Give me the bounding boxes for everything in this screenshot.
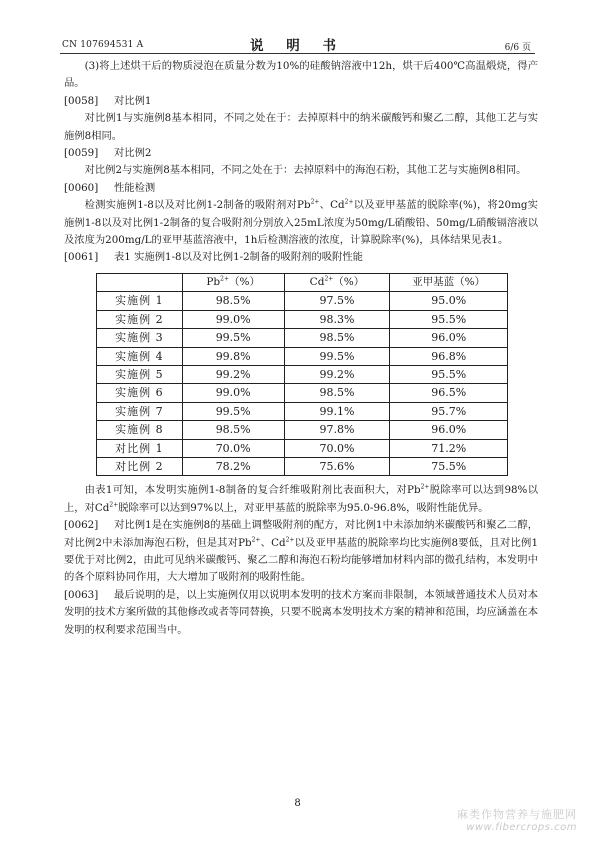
watermark-url: www.fibercrops.com [466, 822, 577, 833]
table-header-row [97, 273, 508, 291]
cd-value: 98.5% [284, 384, 390, 402]
pb-value: 99.5% [182, 329, 284, 347]
row-label: 实施例 1 [97, 292, 183, 310]
text-segment: 、Cd [260, 536, 286, 549]
paragraph-table-summary [64, 482, 538, 517]
cd-value: 70.0% [284, 439, 390, 457]
pb-value: 98.5% [182, 421, 284, 439]
text-segment: 脱除率可以达到98%以上，对Cd [64, 484, 539, 514]
pb-value: 99.0% [182, 310, 284, 328]
superscript: 2+ [310, 198, 320, 206]
row-label: 对比例 1 [97, 439, 183, 457]
paragraph-0059-body: 对比例2与实施例8基本相同，不同之处在于：去掉原料中的海泡石粉，其他工艺与实施例8相同。 [84, 164, 527, 177]
cd-value: 98.3% [284, 310, 390, 328]
document-body [64, 58, 538, 639]
paragraph-0059-heading [64, 145, 538, 162]
pb-value: 70.0% [182, 439, 284, 457]
superscript: 2+ [109, 501, 119, 509]
paragraph-0063 [64, 587, 538, 639]
row-label: 实施例 6 [97, 384, 183, 402]
header-pb [182, 273, 284, 291]
row-label: 实施例 4 [97, 347, 183, 365]
header-text: Cd [309, 275, 325, 288]
cd-value: 99.2% [284, 365, 390, 383]
page-indicator: 6/6 页 [504, 43, 531, 53]
table-row [97, 329, 508, 347]
watermark [457, 806, 577, 833]
methylene-blue-value: 96.8% [390, 347, 508, 365]
patent-number: CN 107694531 A [62, 40, 144, 50]
table-row [97, 402, 508, 420]
methylene-blue-value: 95.5% [390, 310, 508, 328]
header-text: Pb [206, 275, 221, 288]
superscript: 2+ [420, 483, 430, 491]
paragraph-0058-body: 对比例1与实施例8基本相同，不同之处在于：去掉原料中的纳米碳酸钙和聚乙二醇，其他工艺与实施例8相同。 [64, 112, 538, 142]
results-table [96, 273, 508, 476]
pb-value: 78.2% [182, 457, 284, 475]
methylene-blue-value: 96.5% [390, 384, 508, 402]
text-segment: 由表1可知，本发明实施例1-8制备的复合纤维吸附剂比表面积大，对Pb [84, 484, 421, 497]
paragraph-step3: (3)将上述烘干后的物质浸泡在质量分数为10%的硅酸钠溶液中12h，烘干后400℃高温煅烧，得产品。 [64, 60, 538, 90]
table-row [97, 439, 508, 457]
paragraph-0060-body [64, 197, 538, 249]
row-label: 实施例 8 [97, 421, 183, 439]
superscript: 2+ [220, 275, 229, 283]
paragraph-0058-heading [64, 93, 538, 110]
superscript: 2+ [251, 536, 261, 544]
cd-value: 97.8% [284, 421, 390, 439]
watermark-site-name: 麻类作物营养与施肥网 [457, 808, 577, 821]
pb-value: 99.8% [182, 347, 284, 365]
paragraph-title: 对比例1 [114, 94, 152, 107]
table-row [97, 384, 508, 402]
paragraph-number: [0061] [64, 251, 99, 264]
header-rule [60, 53, 535, 54]
header-cd [284, 273, 390, 291]
cd-value: 97.5% [284, 292, 390, 310]
methylene-blue-value: 95.5% [390, 365, 508, 383]
row-label: 实施例 7 [97, 402, 183, 420]
header-unit: （%） [229, 275, 260, 288]
cd-value: 99.1% [284, 402, 390, 420]
table-caption: 表1 实施例1-8以及对比例1-2制备的吸附剂的吸附性能 [114, 251, 363, 264]
paragraph-title: 对比例2 [114, 147, 152, 160]
paragraph-0062 [64, 517, 538, 587]
cd-value: 98.5% [284, 329, 390, 347]
text-segment: 、Cd [319, 199, 345, 212]
text-segment: 以及亚甲基蓝的脱除率均比实施例8要低，且对比例1要优于对比例2，由此可见纳米碳酸钙、聚乙二醇和海泡石粉均能够增加材料内部的微孔结构，本发明中的各个原料协同作用，大大增加了吸附剂的吸附性能。 [64, 536, 538, 584]
methylene-blue-value: 75.5% [390, 457, 508, 475]
pb-value: 99.5% [182, 402, 284, 420]
pb-value: 99.0% [182, 384, 284, 402]
text-segment: 脱除率可以达到97%以上，对亚甲基蓝的脱除率为95.0-96.8%，吸附性能优异。 [118, 501, 489, 514]
header-empty-cell [97, 273, 183, 291]
pb-value: 99.2% [182, 365, 284, 383]
methylene-blue-value: 96.0% [390, 329, 508, 347]
cd-value: 99.5% [284, 347, 390, 365]
paragraph-title: 性能检测 [114, 181, 156, 194]
text-segment: 检测实施例1-8以及对比例1-2制备的吸附剂对Pb [84, 199, 311, 212]
paragraph-number: [0058] [64, 94, 99, 107]
row-label: 对比例 2 [97, 457, 183, 475]
cd-value: 75.6% [284, 457, 390, 475]
row-label: 实施例 2 [97, 310, 183, 328]
results-table-wrapper [96, 273, 508, 476]
row-label: 实施例 5 [97, 365, 183, 383]
paragraph-0060-heading [64, 180, 538, 197]
superscript: 2+ [344, 198, 354, 206]
paragraph-number: [0060] [64, 181, 99, 194]
table-row [97, 347, 508, 365]
page-header [0, 0, 595, 52]
text-segment: 以及亚甲基蓝的脱除率(%)，将20mg实施例1-8以及对比例1-2制备的复合吸附剂分别放入25mL浓度为50mg/L硝酸铅、50mg/L硝酸镉溶液以及浓度为200mg/L的亚甲基蓝溶液中，1h后检测溶液的浓度，计算脱除率(%)，具体结果见表1。 [64, 199, 538, 247]
superscript: 2+ [324, 275, 334, 283]
header-unit: （%） [333, 275, 365, 288]
methylene-blue-value: 96.0% [390, 421, 508, 439]
header-methylene-blue: 亚甲基蓝（%） [390, 273, 508, 291]
table-row [97, 421, 508, 439]
table-row [97, 292, 508, 310]
methylene-blue-value: 95.0% [390, 292, 508, 310]
superscript: 2+ [285, 536, 295, 544]
page-number: 8 [294, 798, 301, 809]
text-segment: 最后说明的是，以上实施例仅用以说明本发明的技术方案而非限制，本领域普通技术人员对本发明的技术方案所做的其他修改或者等同替换，只要不脱离本发明技术方案的精神和范围，均应涵盖在本发明的权利要求范围当中。 [64, 588, 538, 636]
methylene-blue-value: 95.7% [390, 402, 508, 420]
paragraph-number: [0062] [64, 519, 99, 532]
table-row [97, 310, 508, 328]
row-label: 实施例 3 [97, 329, 183, 347]
pb-value: 98.5% [182, 292, 284, 310]
table-row [97, 365, 508, 383]
methylene-blue-value: 71.2% [390, 439, 508, 457]
paragraph-0061-heading [64, 249, 538, 266]
document-title: 说 明 书 [250, 38, 345, 54]
table-row [97, 457, 508, 475]
paragraph-number: [0059] [64, 147, 99, 160]
text-segment: 对比例1是在实施例8的基础上调整吸附剂的配方，对比例1中未添加纳米碳酸钙和聚乙二醇，对比例2中未添加海泡石粉，但是其对Pb [64, 519, 538, 549]
paragraph-number: [0063] [64, 588, 99, 601]
